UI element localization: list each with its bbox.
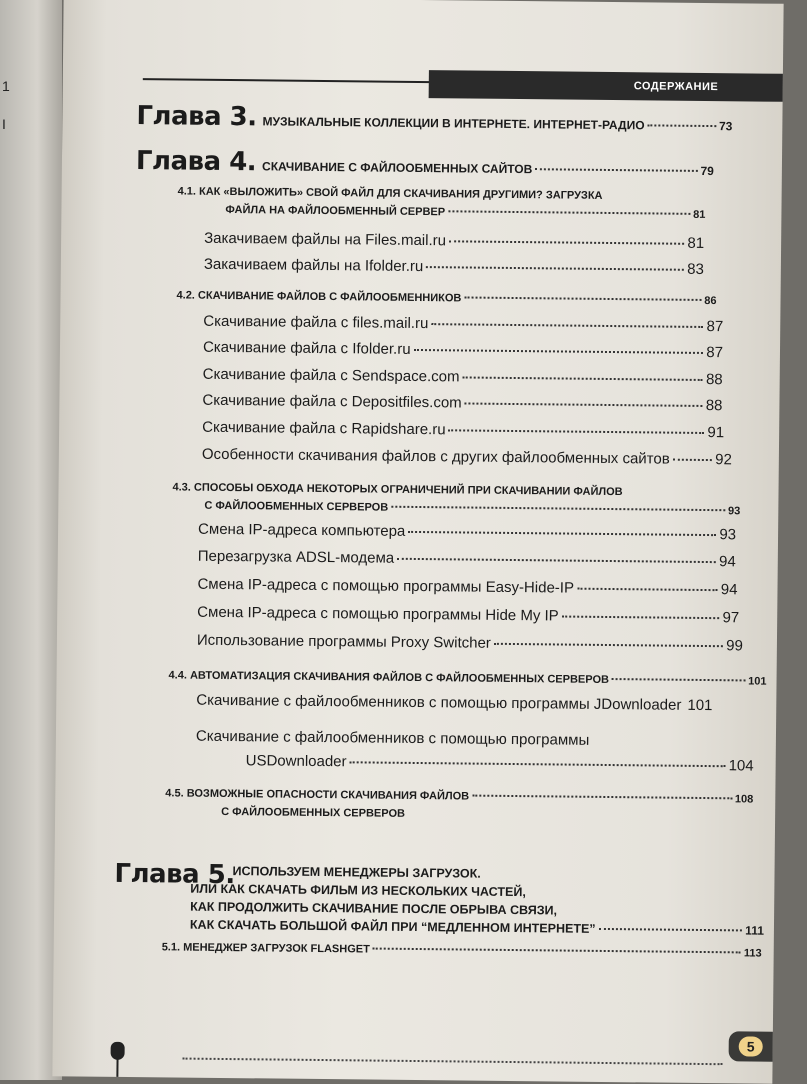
dot-leader — [463, 376, 704, 381]
dot-leader — [562, 616, 720, 620]
toc-section-4-1[interactable] — [177, 185, 707, 227]
toc-subsection[interactable] — [197, 632, 743, 655]
dot-leader — [465, 402, 703, 406]
prev-page-mark: 1 — [2, 78, 10, 94]
page-ref: 88 — [705, 397, 723, 415]
subsection-title: Скачивание с файлообменников с помощью программы JDownloader — [196, 691, 682, 714]
dot-leader — [464, 296, 701, 300]
dot-leader — [397, 558, 716, 563]
dot-leader — [448, 210, 690, 215]
toc-subsection[interactable] — [198, 521, 736, 544]
previous-page-edge — [0, 0, 62, 1080]
dot-leader — [535, 168, 697, 172]
chapter-title: МУЗЫКАЛЬНЫЕ КОЛЛЕКЦИИ В ИНТЕРНЕТЕ. ИНТЕРНЕТ-РАДИО — [262, 114, 645, 133]
subsection-title-line2-row — [246, 752, 754, 774]
running-header — [429, 70, 783, 102]
page-ref: 93 — [728, 505, 741, 518]
subsection-title: Закачиваем файлы на Files.mail.ru — [204, 229, 447, 250]
page-ref: 97 — [722, 609, 740, 627]
book-page — [52, 0, 783, 1084]
toc-subsection-usdownloader[interactable] — [196, 728, 756, 782]
running-header-label: СОДЕРЖАНИЕ — [633, 80, 719, 94]
toc-subsection[interactable] — [204, 256, 704, 278]
toc-subsection[interactable] — [204, 230, 704, 252]
section-title-line1: 4.3. СПОСОБЫ ОБХОДА НЕКОТОРЫХ ОГРАНИЧЕНИЙ ПРИ СКАЧИВАНИИ ФАЙЛОВ — [172, 481, 623, 499]
page-ref: 94 — [719, 553, 736, 571]
section-title-line1: 4.5. ВОЗМОЖНЫЕ ОПАСНОСТИ СКАЧИВАНИЯ ФАЙЛОВ — [165, 787, 470, 803]
dot-leader — [648, 124, 716, 127]
toc-subsection[interactable] — [203, 366, 723, 388]
page-ref: 79 — [700, 163, 714, 179]
subsection-title: Особенности скачивания файлов с других файлообменных сайтов — [201, 445, 670, 468]
page-ref: 86 — [704, 294, 717, 308]
chapter-title-line4: КАК СКАЧАТЬ БОЛЬШОЙ ФАЙЛ ПРИ “МЕДЛЕННОМ ИНТЕРНЕТЕ” — [189, 917, 596, 936]
dot-leader — [577, 588, 718, 591]
subsection-title: Скачивание файла с Ifolder.ru — [202, 338, 411, 358]
toc-subsection[interactable] — [202, 446, 732, 469]
page-ref: 88 — [705, 371, 723, 389]
page-ref: 108 — [734, 793, 754, 806]
subsection-title: Смена IP-адреса компьютера — [198, 520, 406, 540]
toc-subsection[interactable] — [198, 548, 736, 571]
page-ref: 99 — [726, 637, 743, 655]
page-ref: 113 — [743, 947, 762, 960]
toc-subsection[interactable] — [202, 419, 724, 441]
dot-leader — [414, 349, 704, 354]
chapter-title-line1: ИСПОЛЬЗУЕМ МЕНЕДЖЕРЫ ЗАГРУЗОК. — [232, 864, 481, 881]
page-ref: 73 — [718, 119, 733, 134]
toc-subsection[interactable] — [202, 392, 722, 414]
section-title-line2-row — [225, 204, 705, 221]
page-number-tab — [729, 1031, 773, 1061]
page-ref: 101 — [687, 696, 713, 715]
chapter-title-line4-row — [190, 918, 764, 938]
page-ref: 93 — [719, 526, 737, 544]
page-ref: 83 — [687, 260, 704, 278]
prev-page-mark: I — [2, 116, 6, 132]
dot-leader — [673, 459, 712, 461]
toc-chapter-4[interactable] — [136, 146, 714, 182]
toc-section-4-2[interactable] — [176, 289, 716, 307]
subsection-title-line1: Скачивание с файлообменников с помощью программы — [195, 727, 590, 749]
page-ref: 91 — [707, 424, 725, 442]
subsection-title: Смена IP-адреса с помощью программы Easy-Hide-IP — [197, 575, 575, 597]
chapter-prefix: Глава 4. — [135, 146, 257, 178]
subsection-title: Скачивание файла с Rapidshare.ru — [202, 418, 446, 439]
page-ref: 104 — [728, 757, 754, 775]
dot-leader — [494, 643, 723, 647]
dot-leader — [426, 266, 684, 271]
dot-leader — [599, 928, 743, 932]
dot-leader — [612, 678, 745, 681]
page-number: 5 — [739, 1036, 763, 1056]
section-title-line2: С ФАЙЛООБМЕННЫХ СЕРВЕРОВ — [221, 805, 406, 820]
page-ref: 87 — [706, 344, 724, 362]
dot-leader — [408, 531, 716, 536]
page-ref: 101 — [748, 675, 767, 688]
footer-ornament-stem — [116, 1057, 118, 1077]
subsection-title: Скачивание файла с Sendspace.com — [202, 365, 460, 386]
subsection-title: Скачивание файла с files.mail.ru — [203, 312, 429, 333]
subsection-title: Использование программы Proxy Switcher — [196, 631, 491, 652]
section-title-line2: С ФАЙЛООБМЕННЫХ СЕРВЕРОВ — [204, 499, 389, 514]
footer-dotted-rule — [183, 1058, 723, 1066]
dot-leader — [472, 795, 732, 800]
dot-leader — [449, 240, 684, 244]
toc-section-4-4[interactable] — [169, 669, 767, 687]
page-ref: 81 — [687, 234, 705, 252]
section-title-line2: ФАЙЛА НА ФАЙЛООБМЕННЫЙ СЕРВЕР — [225, 203, 446, 219]
subsection-title: Скачивание файла с Depositfiles.com — [202, 391, 462, 412]
page-ref: 111 — [745, 923, 765, 938]
dot-leader — [373, 948, 741, 954]
toc-subsection[interactable] — [197, 576, 737, 599]
section-title: 4.2. СКАЧИВАНИЕ ФАЙЛОВ С ФАЙЛООБМЕННИКОВ — [176, 289, 462, 305]
section-title: 4.4. АВТОМАТИЗАЦИЯ СКАЧИВАНИЯ ФАЙЛОВ С ФАЙЛООБМЕННЫХ СЕРВЕРОВ — [168, 669, 610, 687]
toc-section-4-5[interactable] — [165, 787, 755, 829]
section-title-line1: 4.1. КАК «ВЫЛОЖИТЬ» СВОЙ ФАЙЛ ДЛЯ СКАЧИВАНИЯ ДРУГИМИ? ЗАГРУЗКА — [177, 185, 603, 202]
page-ref: 94 — [720, 581, 738, 599]
section-title-line2-row — [204, 500, 740, 518]
dot-leader — [431, 323, 703, 328]
subsection-title: Закачиваем файлы на Ifolder.ru — [203, 255, 424, 276]
chapter-title-line2: ИЛИ КАК СКАЧАТЬ ФИЛЬМ ИЗ НЕСКОЛЬКИХ ЧАСТЕЙ, — [190, 881, 526, 900]
dot-leader — [350, 761, 726, 767]
chapter-title: СКАЧИВАНИЕ С ФАЙЛООБМЕННЫХ САЙТОВ — [262, 159, 533, 177]
dot-leader — [449, 429, 705, 434]
toc-subsection[interactable] — [203, 339, 723, 361]
toc-subsection[interactable] — [196, 692, 756, 715]
chapter-prefix: Глава 3. — [136, 101, 257, 133]
toc-subsection[interactable] — [203, 313, 723, 335]
section-title-line1-row — [165, 787, 753, 805]
dot-leader — [391, 506, 725, 511]
toc-section-4-3[interactable] — [172, 481, 742, 523]
chapter-title-line3: КАК ПРОДОЛЖИТЬ СКАЧИВАНИЕ ПОСЛЕ ОБРЫВА СВЯЗИ, — [190, 899, 558, 918]
chapter-prefix: Глава 5. — [114, 858, 235, 891]
toc-subsection[interactable] — [197, 604, 739, 627]
page-ref: 81 — [693, 208, 706, 221]
subsection-title: Перезагрузка ADSL-модема — [197, 547, 395, 567]
section-title: 5.1. МЕНЕДЖЕР ЗАГРУЗОК FLASHGET — [161, 941, 370, 956]
toc-chapter-3[interactable] — [136, 101, 732, 137]
page-ref: 87 — [706, 318, 724, 336]
subsection-title-line2: USDownloader — [245, 752, 347, 771]
page-ref: 92 — [715, 451, 732, 469]
subsection-title: Смена IP-адреса с помощью программы Hide My IP — [197, 603, 559, 625]
